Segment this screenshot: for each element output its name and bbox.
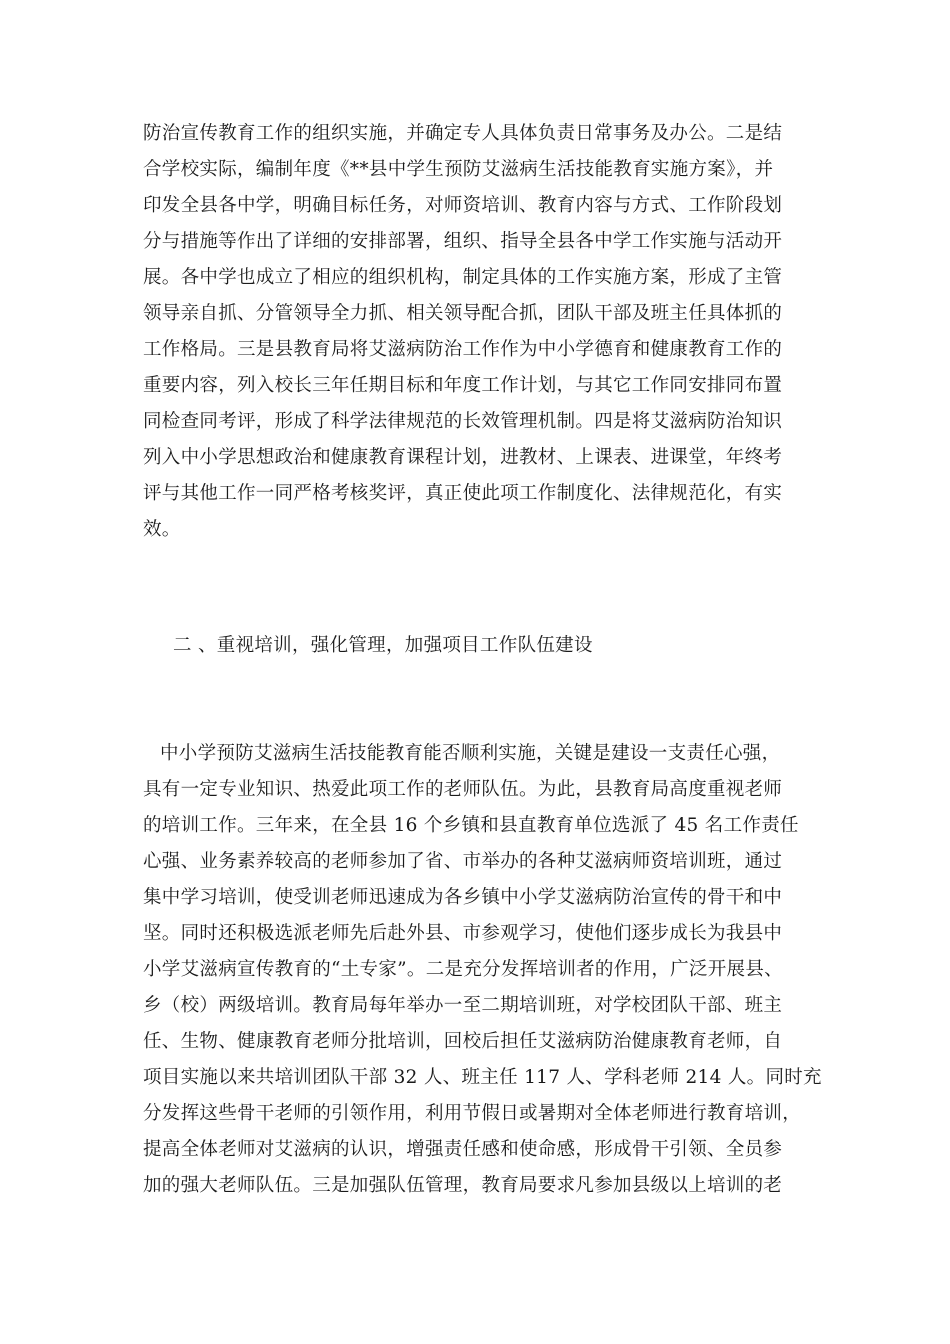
text-line: 心强、业务素养较高的老师参加了省、市举办的各种艾滋病师资培训班，通过: [143, 851, 783, 872]
text-line: 重要内容，列入校长三年任期目标和年度工作计划，与其它工作同安排同布置: [143, 375, 783, 396]
text-line: 集中学习培训，使受训老师迅速成为各乡镇中小学艾滋病防治宣传的骨干和中: [143, 887, 783, 908]
text-line: 的培训工作。三年来，在全县 16 个乡镇和县直教育单位选派了 45 名工作责任: [143, 815, 799, 836]
text-line: 展。各中学也成立了相应的组织机构，制定具体的工作实施方案，形成了主管: [143, 267, 783, 288]
text-line: 合学校实际，编制年度《**县中学生预防艾滋病生活技能教育实施方案》，并: [143, 159, 774, 180]
text-line: 防治宣传教育工作的组织实施，并确定专人具体负责日常事务及办公。二是结: [143, 123, 783, 144]
text-line: 坚。同时还积极选派老师先后赴外县、市参观学习，使他们逐步成长为我县中: [143, 923, 783, 944]
text-line: 项目实施以来共培训团队干部 32 人、班主任 117 人、学科老师 214 人。同时充: [143, 1067, 822, 1088]
text-line: 领导亲自抓、分管领导全力抓、相关领导配合抓，团队干部及班主任具体抓的: [143, 303, 783, 324]
text-line: 分发挥这些骨干老师的引领作用，利用节假日或暑期对全体老师进行教育培训，: [143, 1103, 802, 1124]
text-line: 印发全县各中学，明确目标任务，对师资培训、教育内容与方式、工作阶段划: [143, 195, 783, 216]
text-line: 加的强大老师队伍。三是加强队伍管理，教育局要求凡参加县级以上培训的老: [143, 1175, 783, 1196]
text-line: 评与其他工作一同严格考核奖评，真正使此项工作制度化、法律规范化，有实: [143, 483, 783, 504]
text-line: 效。: [143, 519, 181, 540]
text-line: 具有一定专业知识、热爱此项工作的老师队伍。为此，县教育局高度重视老师: [143, 779, 783, 800]
text-line: 中小学预防艾滋病生活技能教育能否顺利实施，关键是建设一支责任心强，: [160, 743, 781, 764]
text-line: 同检查同考评，形成了科学法律规范的长效管理机制。四是将艾滋病防治知识: [143, 411, 783, 432]
text-line: 乡（校）两级培训。教育局每年举办一至二期培训班，对学校团队干部、班主: [143, 995, 783, 1016]
text-line: 提高全体老师对艾滋病的认识，增强责任感和使命感，形成骨干引领、全员参: [143, 1139, 783, 1160]
text-line: 分与措施等作出了详细的安排部署，组织、指导全县各中学工作实施与活动开: [143, 231, 783, 252]
section-heading: 二 、重视培训，强化管理，加强项目工作队伍建设: [173, 635, 593, 656]
text-line: 列入中小学思想政治和健康教育课程计划，进教材、上课表、进课堂，年终考: [143, 447, 783, 468]
text-line: 任、生物、健康教育老师分批培训，回校后担任艾滋病防治健康教育老师，自: [143, 1031, 783, 1052]
text-line: 小学艾滋病宣传教育的“土专家”。二是充分发挥培训者的作用，广泛开展县、: [143, 959, 783, 980]
text-line: 工作格局。三是县教育局将艾滋病防治工作作为中小学德育和健康教育工作的: [143, 339, 783, 360]
